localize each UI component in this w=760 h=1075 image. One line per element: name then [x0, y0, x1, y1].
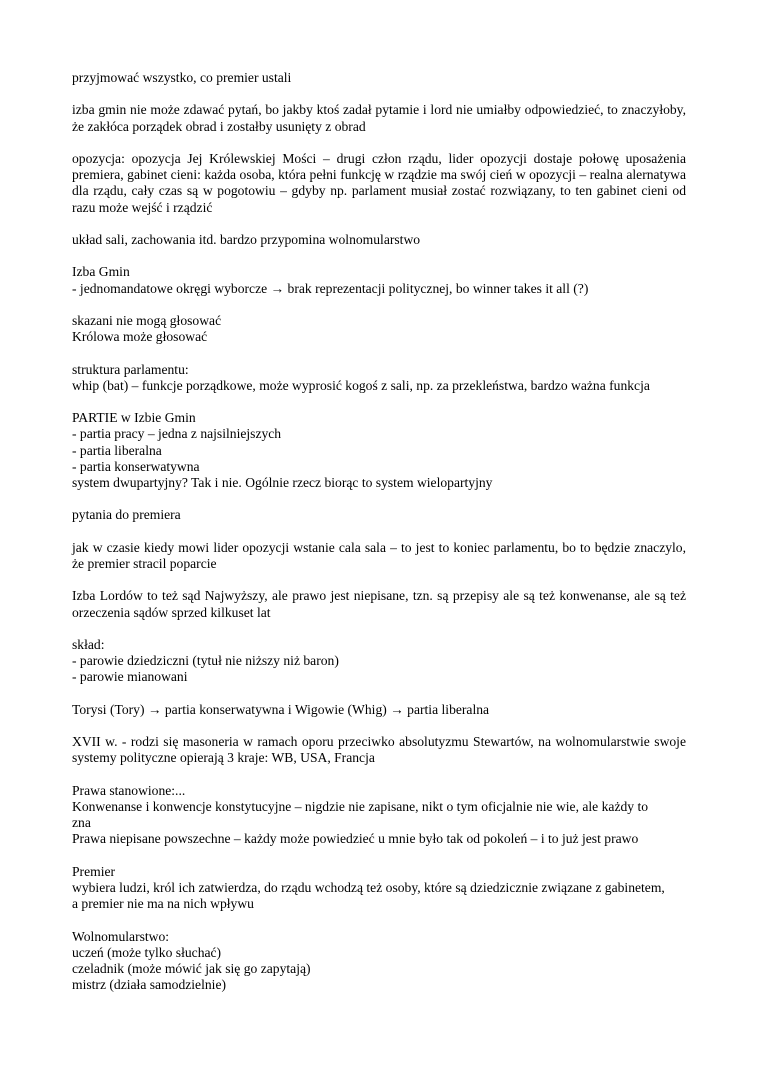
text-line: wybiera ludzi, król ich zatwierdza, do rządu wchodzą też osoby, które są dziedzicznie związane z gabinetem,: [72, 879, 665, 895]
text-line: Prawa niepisane powszechne – każdy może powiedzieć u mnie było tak od pokoleń – i to już jest prawo: [72, 831, 639, 847]
section-heading: PARTIE w Izbie Gmin: [72, 410, 196, 426]
justified-text: Izba Lordów to też sąd Najwyższy, ale prawo jest niepisane, tzn. są przepisy ale są też konwenanse, ale są też orzeczenia sądów sprzed kilkuset lat: [72, 588, 686, 620]
paragraph-wolnomularstwo: [72, 929, 686, 994]
paragraph-opozycja: [72, 151, 686, 216]
text-line: układ sali, zachowania itd. bardzo przypomina wolnomularstwo: [72, 231, 421, 247]
text-line: whip (bat) – funkcje porządkowe, może wyprosić kogoś z sali, np. za przekleństwa, bardzo ważna funkcja: [72, 377, 650, 393]
list-item: uczeń (może tylko słuchać): [72, 944, 222, 960]
list-item: czeladnik (może mówić jak się go zapytają): [72, 960, 311, 976]
text-line: Królowa może głosować: [72, 329, 208, 345]
section-heading: Izba Gmin: [72, 264, 130, 280]
paragraph-lider-opozycji: [72, 540, 686, 572]
paragraph-uklad-sali: [72, 232, 686, 248]
justified-text: izba gmin nie może zdawać pytań, bo jakby ktoś zadał pytamie i lord nie umiałby odpowiedzieć, to znaczyłoby, że zakłóca porządek obrad i zostałby usunięty z obrad: [72, 102, 686, 134]
paragraph-premier: [72, 864, 686, 913]
text-line: Torysi (Tory) → partia konserwatywna i Wigowie (Whig) → partia liberalna: [72, 701, 490, 717]
paragraph-izba-lordow: [72, 588, 686, 620]
text-line: system dwupartyjny? Tak i nie. Ogólnie rzecz biorąc to system wielopartyjny: [72, 474, 493, 490]
text-line: Konwenanse i konwencje konstytucyjne – nigdzie nie zapisane, nikt o tym oficjalnie nie wie, ale każdy to: [72, 798, 649, 814]
paragraph-sklad: [72, 637, 686, 686]
section-heading: Premier: [72, 863, 116, 879]
list-item: - parowie mianowani: [72, 669, 188, 685]
paragraph-premier-ustali: [72, 70, 686, 86]
list-item: - partia liberalna: [72, 442, 162, 458]
list-item: mistrz (działa samodzielnie): [72, 977, 226, 993]
paragraph-struktura: [72, 362, 686, 394]
justified-text: XVII w. - rodzi się masoneria w ramach oporu przeciwko absolutyzmu Stewartów, na wolnomularstwie swoje systemy polityczne opierają 3 kraje: WB, USA, Francja: [72, 734, 686, 766]
text-line: zna: [72, 815, 91, 831]
text-line: skazani nie mogą głosować: [72, 312, 222, 328]
section-heading: struktura parlamentu:: [72, 361, 189, 377]
paragraph-glosowanie: [72, 313, 686, 345]
text-line: pytania do premiera: [72, 507, 181, 523]
document-page: [72, 70, 686, 1010]
text-line: a premier nie ma na nich wpływu: [72, 896, 254, 912]
list-item: - partia konserwatywna: [72, 458, 200, 474]
section-heading: skład:: [72, 636, 105, 652]
section-heading: Prawa stanowione:...: [72, 782, 186, 798]
paragraph-izba-gmin-pytania: [72, 102, 686, 134]
justified-text: jak w czasie kiedy mowi lider opozycji wstanie cala sala – to jest to koniec parlamentu, bo to będzie znaczylo, że premier stracil poparcie: [72, 539, 686, 571]
paragraph-partie: [72, 410, 686, 491]
paragraph-torysi: [72, 702, 686, 718]
text-line: przyjmować wszystko, co premier ustali: [72, 70, 292, 85]
section-heading: Wolnomularstwo:: [72, 928, 170, 944]
list-item: - partia pracy – jedna z najsilniejszych: [72, 426, 282, 442]
list-item: - jednomandatowe okręgi wyborcze → brak reprezentacji politycznej, bo winner takes it all (?): [72, 280, 589, 296]
paragraph-prawa: [72, 783, 686, 848]
list-item: - parowie dziedziczni (tytuł nie niższy niż baron): [72, 653, 339, 669]
paragraph-izba-gmin: [72, 264, 686, 296]
paragraph-pytania-premiera: [72, 507, 686, 523]
justified-text: opozycja: opozycja Jej Królewskiej Mości – drugi człon rządu, lider opozycji dostaje połowę uposażenia premiera, gabinet cieni: każda osoba, która pełni funkcję w rządzie ma swój cień w opozycji – realna alernatywa dla rządu, cały czas są w pogotowiu – gdyby np. parlament musiał zostać rozwiązany, to ten gabinet cieni od razu może wejść i rządzić: [72, 150, 686, 215]
paragraph-masoneria: [72, 734, 686, 766]
